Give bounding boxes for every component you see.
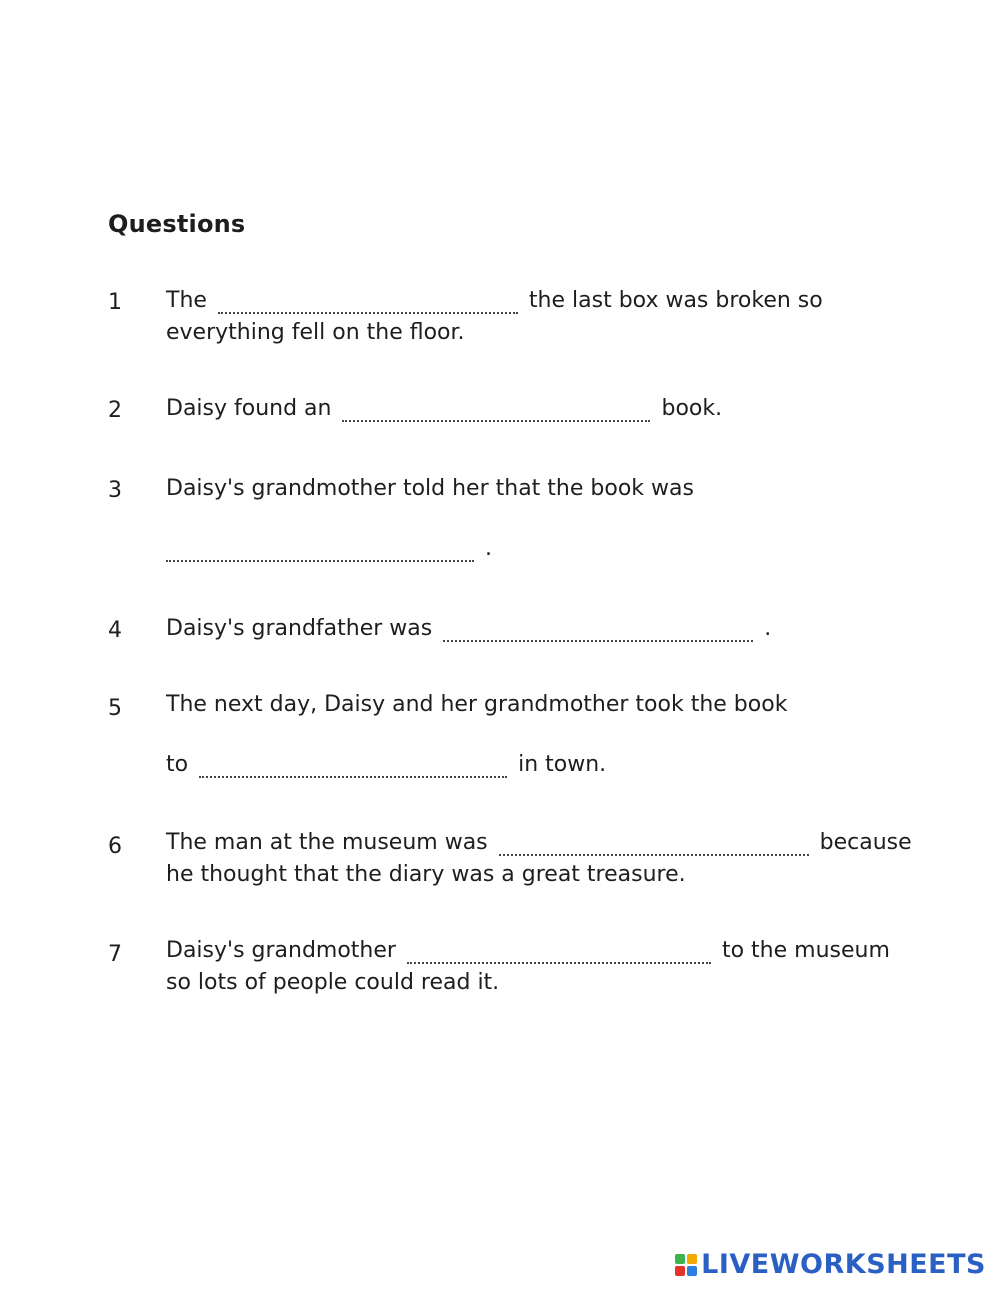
question-6-line-1 xyxy=(166,828,912,858)
question-number: 7 xyxy=(108,942,122,967)
question-text: to xyxy=(166,752,189,777)
answer-blank-6[interactable] xyxy=(499,830,809,856)
question-number: 6 xyxy=(108,834,122,859)
question-text: . xyxy=(485,536,492,561)
question-4-line-1 xyxy=(166,614,771,644)
answer-blank-1[interactable] xyxy=(218,288,518,314)
answer-blank-2[interactable] xyxy=(342,396,650,422)
question-number: 5 xyxy=(108,696,122,721)
question-text: Daisy's grandmother xyxy=(166,938,396,963)
question-7-line-1 xyxy=(166,936,890,966)
answer-blank-7[interactable] xyxy=(407,938,711,964)
logo-tile xyxy=(687,1254,697,1264)
answer-blank-3[interactable] xyxy=(166,536,474,562)
question-number: 3 xyxy=(108,478,122,503)
question-text: The xyxy=(166,288,207,313)
logo-tile xyxy=(675,1266,685,1276)
question-3-line-2 xyxy=(166,534,492,564)
question-number: 1 xyxy=(108,290,122,315)
question-text: Daisy's grandfather was xyxy=(166,616,433,641)
liveworksheets-logo[interactable] xyxy=(675,1249,986,1280)
page-title: Questions xyxy=(108,210,246,238)
answer-blank-5[interactable] xyxy=(199,752,507,778)
question-2-line-1 xyxy=(166,394,722,424)
question-text: . xyxy=(764,616,772,641)
question-7-line-2: so lots of people could read it. xyxy=(166,970,500,995)
question-text: in town. xyxy=(518,752,607,777)
question-6-line-2: he thought that the diary was a great treasure. xyxy=(166,862,686,887)
question-text: the last box was broken so xyxy=(528,288,823,313)
question-1-line-2: everything fell on the floor. xyxy=(166,320,465,345)
question-text: The man at the museum was xyxy=(166,830,488,855)
question-text: because xyxy=(819,830,912,855)
question-5-line-2 xyxy=(166,750,606,780)
question-text: book. xyxy=(661,396,723,421)
logo-tile xyxy=(687,1266,697,1276)
question-text: to the museum xyxy=(721,938,890,963)
question-text: Daisy found an xyxy=(166,396,332,421)
logo-tiles-icon xyxy=(675,1254,697,1276)
answer-blank-4[interactable] xyxy=(443,616,753,642)
question-5-line-1: The next day, Daisy and her grandmother took the book xyxy=(166,692,788,717)
question-3-line-1: Daisy's grandmother told her that the book was xyxy=(166,476,694,501)
question-1-line-1 xyxy=(166,286,823,316)
logo-text: LIVEWORKSHEETS xyxy=(701,1249,986,1280)
question-number: 4 xyxy=(108,618,122,643)
logo-tile xyxy=(675,1254,685,1264)
question-number: 2 xyxy=(108,398,122,423)
